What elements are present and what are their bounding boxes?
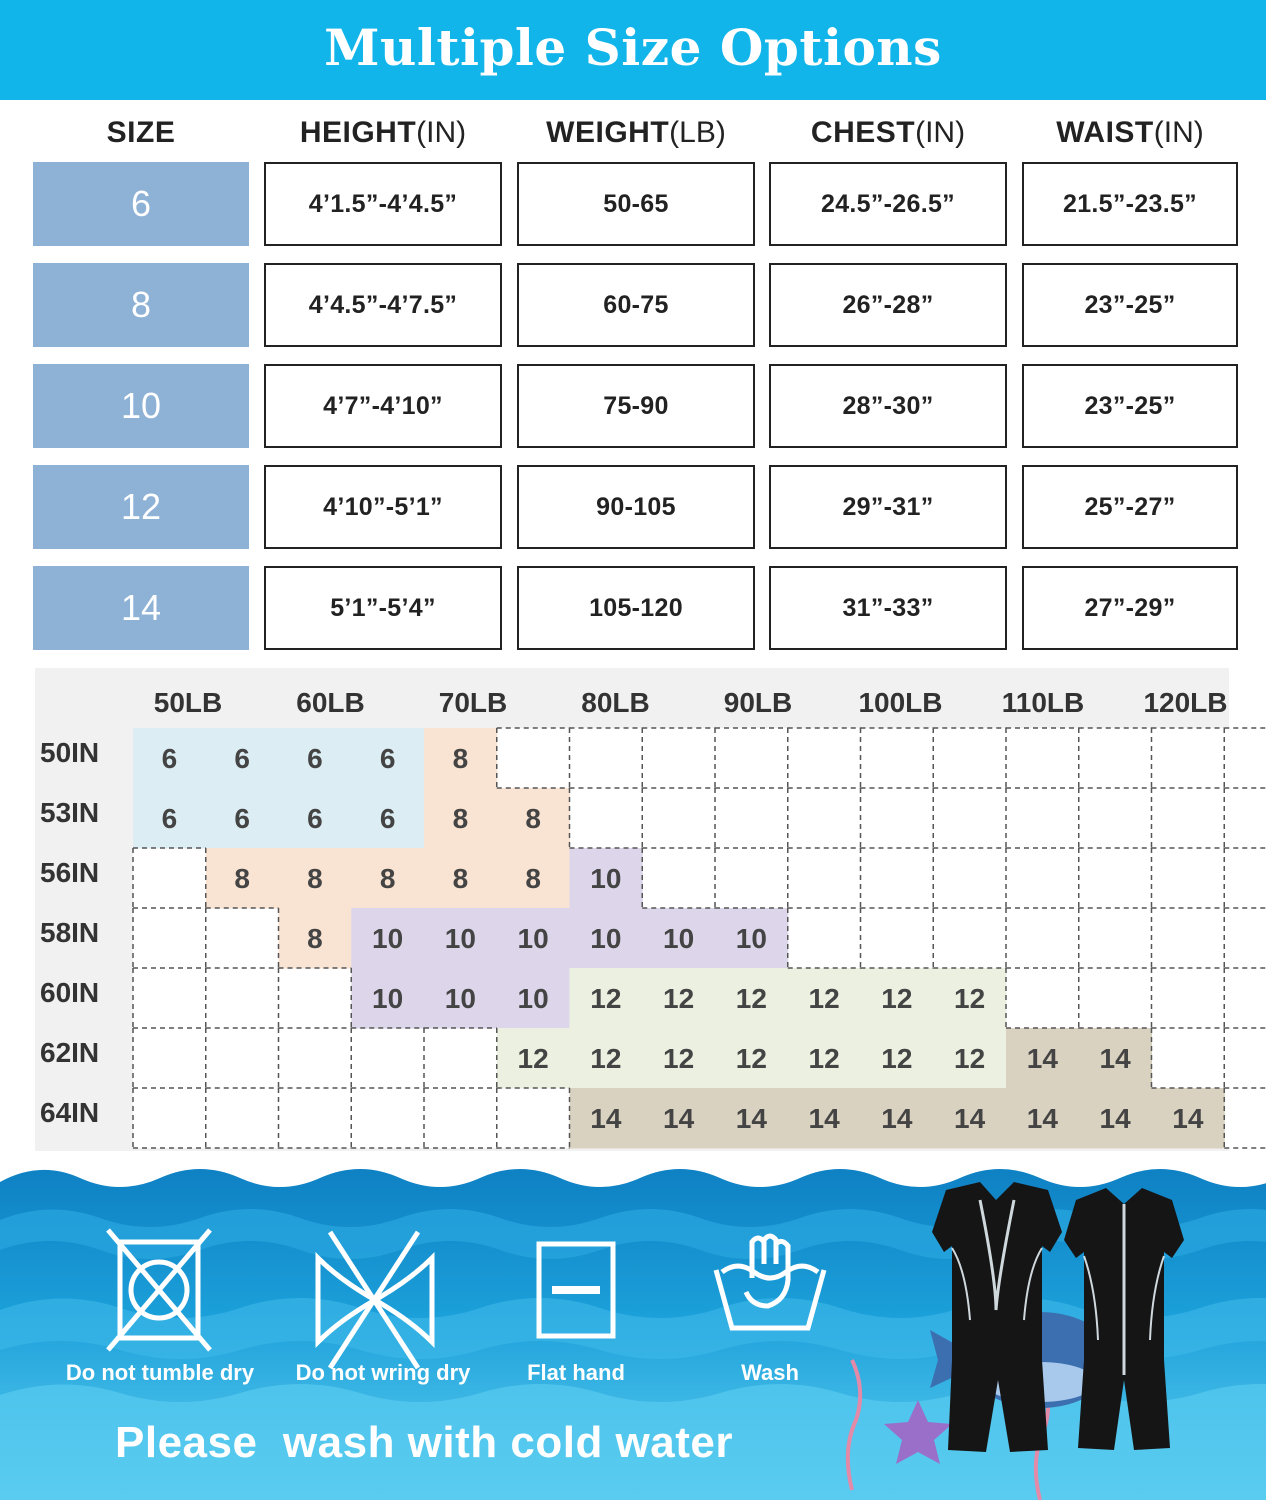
- col-head-label: HEIGHT: [299, 116, 417, 149]
- chart-cell-value: 10: [372, 983, 404, 1014]
- height-cell: 4’10”-5’1”: [264, 465, 502, 549]
- chart-cell-value: 12: [954, 983, 986, 1014]
- chest-cell: 26”-28”: [769, 263, 1007, 347]
- chart-cell-value: 8: [379, 863, 396, 894]
- weight-label: 120LB: [1143, 687, 1228, 718]
- col-head-unit: (IN): [416, 116, 467, 149]
- chest-cell: 31”-33”: [769, 566, 1007, 650]
- chart-cell-value: 8: [452, 743, 469, 774]
- chart-cell-value: 14: [1026, 1043, 1058, 1074]
- height-label: 56IN: [40, 857, 100, 888]
- chart-cell-value: 10: [735, 923, 767, 954]
- waist-cell: 25”-27”: [1022, 465, 1238, 549]
- chart-cell-value: 14: [1172, 1103, 1204, 1134]
- chart-cell-value: 6: [161, 743, 178, 774]
- care-label-flat: Flat hand: [527, 1360, 625, 1385]
- chart-cell-value: 8: [307, 923, 323, 954]
- weight-cell: 50-65: [517, 162, 755, 246]
- height-cell: 4’4.5”-4’7.5”: [264, 263, 502, 347]
- chart-cell-value: 10: [444, 923, 476, 954]
- chart-cell-value: 6: [307, 803, 323, 834]
- chart-cell-value: 14: [735, 1103, 767, 1134]
- chart-cell-value: 14: [808, 1103, 840, 1134]
- chart-fills: [133, 728, 1266, 1149]
- size-cell: 14: [33, 566, 249, 650]
- chart-cell-value: 6: [307, 743, 323, 774]
- chart-cell-value: 8: [525, 863, 541, 894]
- weight-label: 70LB: [438, 687, 508, 718]
- col-head-unit: (IN): [915, 116, 966, 149]
- chest-cell: 28”-30”: [769, 364, 1007, 448]
- weight-label: 60LB: [296, 687, 365, 718]
- chart-cell-value: 12: [954, 1043, 986, 1074]
- chart-cell-value: 14: [954, 1103, 986, 1134]
- chart-cell-value: 8: [452, 803, 469, 834]
- weight-label: 90LB: [723, 687, 793, 718]
- chart-cell-value: 10: [444, 983, 476, 1014]
- chest-cell: 29”-31”: [769, 465, 1007, 549]
- waist-cell: 23”-25”: [1022, 364, 1238, 448]
- chart-cell-value: 12: [808, 1043, 840, 1074]
- chart-cell-value: 14: [1099, 1103, 1131, 1134]
- chart-cell-value: 6: [161, 803, 178, 834]
- page-title: Multiple Size Options: [324, 18, 942, 77]
- chart-cell-value: 10: [517, 983, 549, 1014]
- height-label: 58IN: [40, 917, 100, 948]
- chart-cell-value: 10: [590, 923, 622, 954]
- size-cell: 6: [33, 162, 249, 246]
- chart-cell-value: 6: [379, 803, 396, 834]
- chart-cell-value: 14: [1099, 1043, 1131, 1074]
- chart-cell-value: 14: [881, 1103, 913, 1134]
- height-label: 64IN: [40, 1097, 100, 1128]
- weight-cell: 90-105: [517, 465, 755, 549]
- care-label-wring: Do not wring dry: [295, 1360, 471, 1385]
- weight-cell: 75-90: [517, 364, 755, 448]
- weight-label: 50LB: [153, 687, 223, 718]
- col-head-label: CHEST: [810, 116, 916, 149]
- chart-cell-value: 12: [735, 1043, 767, 1074]
- col-head-label: WEIGHT: [546, 116, 670, 149]
- chart-cell-value: 6: [234, 803, 250, 834]
- height-label: 53IN: [40, 797, 100, 828]
- weight-label: 100LB: [858, 687, 943, 718]
- height-label: 62IN: [40, 1037, 100, 1068]
- height-cell: 4’7”-4’10”: [264, 364, 502, 448]
- chart-cell-value: 10: [372, 923, 404, 954]
- chest-cell: 24.5”-26.5”: [769, 162, 1007, 246]
- chart-cell-value: 12: [663, 983, 695, 1014]
- wash-instruction-tagline: Please wash with cold water: [115, 1418, 733, 1467]
- chart-cell-value: 6: [234, 743, 250, 774]
- chart-cell-value: 10: [590, 863, 622, 894]
- height-label: 50IN: [40, 737, 100, 768]
- chart-cell-value: 12: [590, 983, 622, 1014]
- col-head-unit: (LB): [669, 116, 726, 149]
- chart-cell-value: 8: [525, 803, 541, 834]
- chart-cell-value: 14: [663, 1103, 695, 1134]
- height-cell: 5’1”-5’4”: [264, 566, 502, 650]
- col-head-label: WAIST: [1056, 116, 1154, 149]
- chart-cell-value: 12: [590, 1043, 622, 1074]
- height-cell: 4’1.5”-4’4.5”: [264, 162, 502, 246]
- chart-cell-value: 14: [1026, 1103, 1058, 1134]
- chart-cell-value: 12: [517, 1043, 549, 1074]
- weight-label: 80LB: [581, 687, 650, 718]
- chart-cell-value: 8: [452, 863, 469, 894]
- chart-cell-value: 12: [663, 1043, 695, 1074]
- col-head-label: SIZE: [106, 116, 176, 149]
- col-head-unit: (IN): [1153, 116, 1204, 149]
- height-label: 60IN: [40, 977, 100, 1008]
- care-label-wash: Wash: [741, 1360, 799, 1385]
- chart-cell-value: 8: [234, 863, 250, 894]
- waist-cell: 27”-29”: [1022, 566, 1238, 650]
- weight-label: 110LB: [1001, 687, 1085, 718]
- weight-cell: 105-120: [517, 566, 755, 650]
- waist-cell: 21.5”-23.5”: [1022, 162, 1238, 246]
- chart-cell-value: 14: [590, 1103, 622, 1134]
- chart-cell-value: 12: [735, 983, 767, 1014]
- chart-cell-value: 12: [881, 983, 913, 1014]
- waist-cell: 23”-25”: [1022, 263, 1238, 347]
- chart-cell-value: 10: [663, 923, 695, 954]
- chart-cell-value: 12: [808, 983, 840, 1014]
- size-cell: 12: [33, 465, 249, 549]
- chart-cell-value: 8: [307, 863, 323, 894]
- size-cell: 10: [33, 364, 249, 448]
- weight-cell: 60-75: [517, 263, 755, 347]
- chart-cell-value: 6: [379, 743, 396, 774]
- chart-cell-value: 12: [881, 1043, 913, 1074]
- size-cell: 8: [33, 263, 249, 347]
- care-label-tumble: Do not tumble dry: [65, 1360, 255, 1385]
- chart-cell-value: 10: [517, 923, 549, 954]
